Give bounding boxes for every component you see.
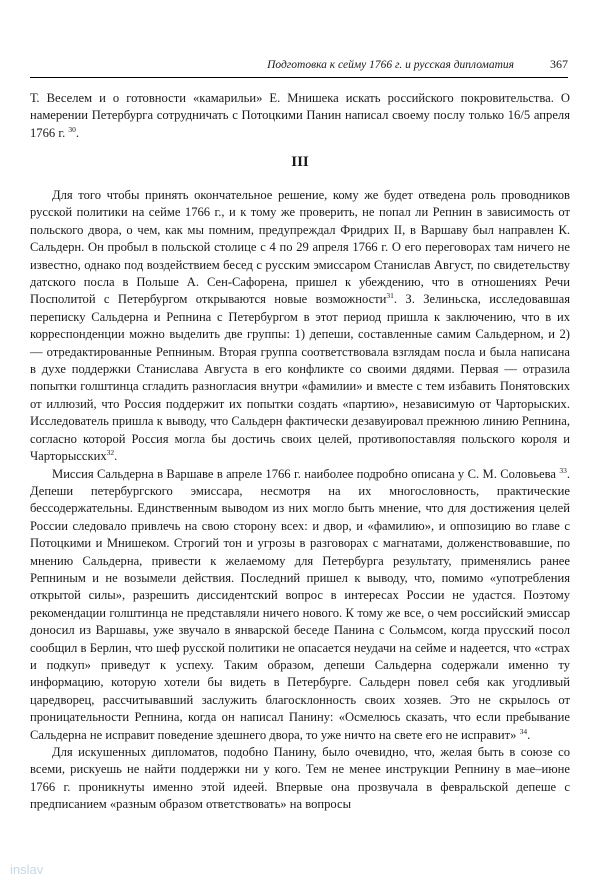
paragraph-tail: . xyxy=(527,727,531,742)
footnote-ref: 33 xyxy=(559,465,567,475)
paragraph-text: Т. Веселем и о готовности «камарильи» Е. Мнишека искать российского покровительства. О намерении Петербурга сотрудничать с Потоцкими Панин написал своему послу только 16/5 апреля 1766 г. xyxy=(30,91,570,140)
footnote-ref: 34 xyxy=(519,726,528,736)
paragraph-text: Для того чтобы принять окончательное решение, кому же будет отведена роль проводников русской политики на сейме 1766 г., и к тому же проверить, не попал ли Репнин в зависимость от польского двора, о чем, как мы помним, предупреждал Фридрих II, в Варшаву был направлен К. Сальдерн. Он пробыл в польской столице с 4 по 29 апреля 1766 г. О его переговорах там ничего не известно, однако под воздействием бесед с русским эмиссаром Станислав Август, по свидетельству датского посла в Польше А. Сен-Сафорена, пришел к убеждению, что в отношениях Речи Посполитой с Петербургом открываются новые возможности xyxy=(30,188,570,307)
body-text-block xyxy=(30,187,570,814)
header-rule xyxy=(30,77,568,78)
watermark: inslav xyxy=(10,862,44,877)
top-text-block xyxy=(30,90,570,142)
paragraph xyxy=(30,466,570,745)
running-header xyxy=(30,57,568,72)
running-title: Подготовка к сейму 1766 г. и русская дипломатия xyxy=(267,59,514,71)
paragraph-text: Миссия Сальдерна в Варшаве в апреле 1766 г. наиболее подробно описана у С. М. Соловьева xyxy=(52,466,556,481)
paragraph-text: . Депеши петербургского эмиссара, несмотря на их многословность, практические бессодержательны. Единственным выводом из них могло быть мнение, что для достижения целей России следовало привлечь на свою сторону всех: и двор, и «фамилию», и оппозицию во главе с Потоцкими и Мнишеком. Строгий тон и угрозы в разговорах с магнатами, долженствовавшие, по мнению Сальдерна, привести к желаемому для Петербурга результату, применялись ранее Репниным и не возымели действия. Последний пришел к выводу, что, помимо «употребления открытой силы», разрешить диссидентский вопрос в интересах России не удастся. Поэтому рекомендации голштинца не представляли ничего нового. К тому же все, о чем российский эмиссар доносил из Варшавы, уже звучало в январской беседе Панина с Сольмсом, когда прусский посол сообщил в Берлин, что шеф русской политики не опасается неудачи на сейме и надеется, что «страх и подкуп» приведут к успеху. Таким образом, депеши Сальдерна содержали именно ту информацию, которую хотели бы видеть в Петербурге. Сальдерн повел себя как угодливый царедворец, рассчитывавший заслужить благосклонность своих хозяев. Это не скрылось от проницательности Репнина, когда он написал Панину: «Осмелюсь сказать, что если пребывание Сальдерна не исправит поведение здешнего двора, то уже ничто на свете его не исправит» xyxy=(30,466,571,742)
paragraph xyxy=(30,744,570,814)
footnote-ref: 31 xyxy=(386,291,394,301)
footnote-ref: 30 xyxy=(68,124,76,134)
paragraph-tail: . xyxy=(114,449,118,464)
paragraph xyxy=(30,187,570,466)
page-number: 367 xyxy=(550,57,568,71)
footnote-ref: 32 xyxy=(106,447,115,457)
paragraph-continuation: Т. Веселем и о готовности «камарильи» Е. Мнишека искать российского покровительства. О намерении Петербурга сотрудничать с Потоцкими Панин написал своему послу только 16/5 апреля 1766 г. $^{30}$. xyxy=(30,91,570,140)
paragraph-text: . З. Зелиньска, исследовавшая переписку Сальдерна и Репнина с Петербургом в этот период пришла к заключению, что в их корреспонденции можно выделить две группы: 1) депеши, составленные самим Сальдерном, и 2) — отредактированные Репниным. Вторая группа соответствовала взглядам посла и была написана в духе поддержки Станислава Августа в его конфликте со своими дядями. Первая — отразила попытки голштинца сгладить разногласия внутри «фамилии» и вместе с тем избавить Понятовских от иллюзий, что Россия поддержит их попытки создать «партию», независимую от Чарторыских. Исследователь пришла к выводу, что Сальдерн фактически дезавуировал прежнюю линию Репнина, согласно которой Россия могла бы достичь своих целей, противопоставляя польского короля и Чарторысских xyxy=(30,292,570,464)
paragraph-text: Для искушенных дипломатов, подобно Панину, было очевидно, что, желая быть в союзе со всеми, рискуешь не найти поддержки ни у кого. Тем не менее инструкции Репнину в мае–июне 1766 г. проникнуты именно этой идеей. Впервые она прозвучала в февральской депеше с предписанием «разным образом ответствовать» на вопросы xyxy=(30,745,570,812)
section-heading: III xyxy=(291,154,309,170)
